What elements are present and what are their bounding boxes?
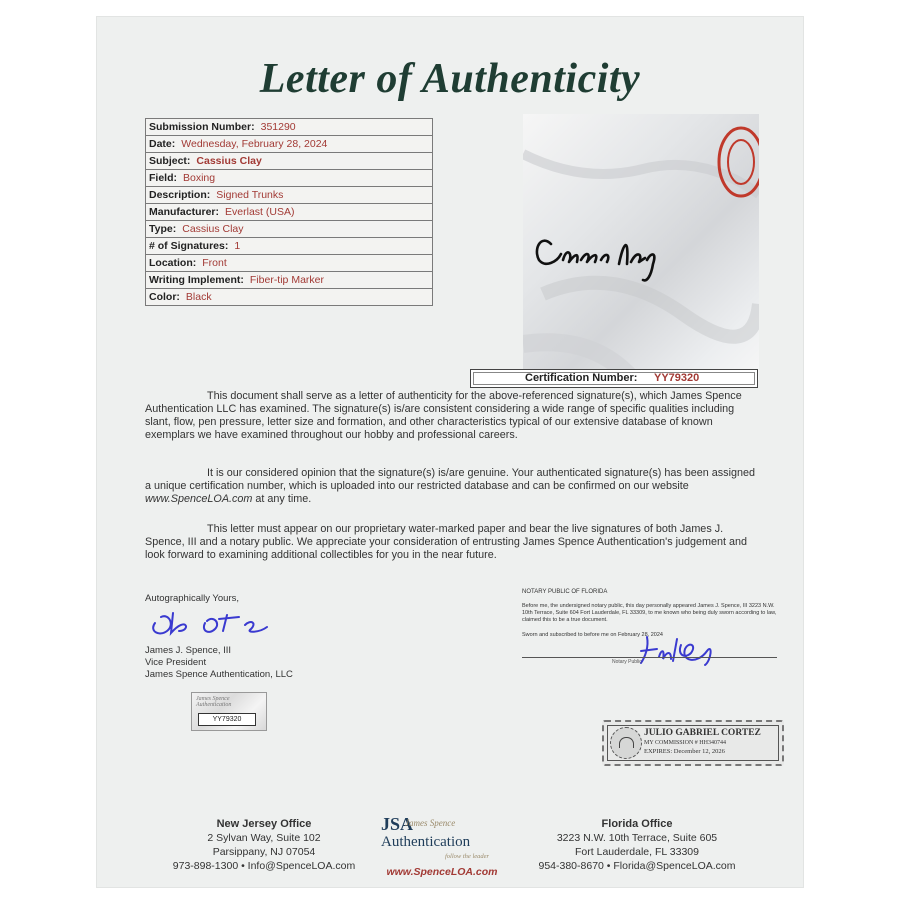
field-label: Submission Number: 351290: [146, 119, 433, 136]
table-row: [146, 187, 433, 204]
logo-jsa: JSA: [381, 814, 414, 834]
signoff-block: [145, 593, 405, 681]
logo-authentication: Authentication: [381, 834, 471, 850]
logo-tagline: follow the leader: [445, 853, 490, 860]
signer-name: James J. Spence, III: [145, 645, 232, 656]
spence-signature-graphic: [147, 601, 287, 641]
certification-number-box: [470, 369, 758, 388]
field-label: Subject: Cassius Clay: [146, 153, 433, 170]
paragraph-opinion: It is our considered opinion that the signature(s) is/are genuine. Your authenticated signature(s) has been assigned a unique certification number, which is uploaded into our restricted database and can be confirmed on our website www.SpenceLOA.com at any time.: [145, 467, 755, 505]
hologram-sticker: [191, 692, 267, 731]
paragraph-authenticity: This document shall serve as a letter of authenticity for the above-referenced signature(s), which James Spence Authentication LLC has examined. The signature(s) is/are consistent considering a wide range of specific qualities including slant, flow, pen pressure, letter size and formation, and other characteristics typical of our extensive database of known exemplars we have examined throughout our hobby and professional careers.: [145, 390, 742, 441]
field-label: Writing Implement: Fiber-tip Marker: [146, 272, 433, 289]
table-row: [146, 221, 433, 238]
notary-sworn: Sworn and subscribed to before me on February 28, 2024: [522, 632, 663, 638]
signed-trunks-image: [523, 114, 759, 380]
notary-signature-line: [522, 657, 777, 658]
fl-office-heading: Florida Office: [601, 818, 673, 830]
closing-text: Autographically Yours,: [145, 593, 240, 604]
field-label: Description: Signed Trunks: [146, 187, 433, 204]
table-row: [146, 136, 433, 153]
stamp-name: JULIO GABRIEL CORTEZ: [644, 728, 761, 738]
notary-heading: NOTARY PUBLIC OF FLORIDA: [522, 589, 608, 595]
table-row: [146, 119, 433, 136]
document-title: Letter of Authenticity: [259, 56, 641, 102]
item-details-table: [145, 118, 433, 306]
field-label: # of Signatures: 1: [146, 238, 433, 255]
table-row: [146, 204, 433, 221]
notary-public-label: Notary Public: [612, 659, 642, 665]
player-signature-graphic: [537, 241, 654, 281]
notary-block: [522, 589, 782, 665]
letter-sheet: [97, 17, 803, 887]
field-label: Field: Boxing: [146, 170, 433, 187]
fl-address-line2: Fort Lauderdale, FL 33309: [575, 846, 699, 858]
field-label: Date: Wednesday, February 28, 2024: [146, 136, 433, 153]
table-row: [146, 272, 433, 289]
notary-stamp: [602, 720, 784, 766]
table-row: [146, 153, 433, 170]
signer-role: Vice President: [145, 657, 207, 668]
item-photo: [523, 114, 759, 380]
stamp-commission: MY COMMISSION # HH340744: [644, 740, 726, 746]
jsa-logo: [359, 810, 519, 885]
footer-nj-office: [159, 817, 369, 873]
logo-jsa-sub: James Spence: [405, 818, 456, 828]
hologram-brand: James Spence Authentication: [196, 696, 232, 708]
certification-label: Certification Number:: [525, 372, 638, 384]
paragraph-watermark: This letter must appear on our proprietary water-marked paper and bear the live signatures of both James J. Spence, III and a notary public. We appreciate your consideration of entrusting James Spence Authentication's judgement and look forward to examining additional collectibles for you in the near future.: [145, 523, 748, 561]
table-row: [146, 238, 433, 255]
field-label: Type: Cassius Clay: [146, 221, 433, 238]
field-label: Location: Front: [146, 255, 433, 272]
seal-icon: [610, 727, 642, 759]
field-label: Manufacturer: Everlast (USA): [146, 204, 433, 221]
nj-address-line1: 2 Sylvan Way, Suite 102: [207, 832, 321, 844]
notary-signature-graphic: [637, 631, 767, 667]
nj-office-heading: New Jersey Office: [216, 818, 312, 830]
footer-fl-office: [522, 817, 752, 873]
stamp-expires: EXPIRES: December 12, 2026: [644, 748, 725, 755]
fl-contact: 954-380-8670 • Florida@SpenceLOA.com: [538, 860, 736, 872]
notary-body: Before me, the undersigned notary public, this day personally appeared James J. Spence, III 3223 N.W. 10th Terrace, Suite 604 Fort Lauderdale, FL 33309, to me known who being duly sworn according to law, claimed this to be a true document.: [522, 603, 777, 623]
table-row: [146, 170, 433, 187]
table-row: [146, 255, 433, 272]
nj-address-line2: Parsippany, NJ 07054: [212, 846, 316, 858]
field-label: Color: Black: [146, 289, 433, 306]
signer-company: James Spence Authentication, LLC: [145, 669, 293, 680]
logo-url[interactable]: www.SpenceLOA.com: [386, 866, 498, 878]
website-link[interactable]: www.SpenceLOA.com: [145, 493, 253, 505]
nj-contact: 973-898-1300 • Info@SpenceLOA.com: [172, 860, 356, 872]
table-row: [146, 289, 433, 306]
certification-number: YY79320: [654, 372, 700, 384]
hologram-number: YY79320: [198, 713, 256, 726]
fl-address-line1: 3223 N.W. 10th Terrace, Suite 605: [556, 832, 718, 844]
